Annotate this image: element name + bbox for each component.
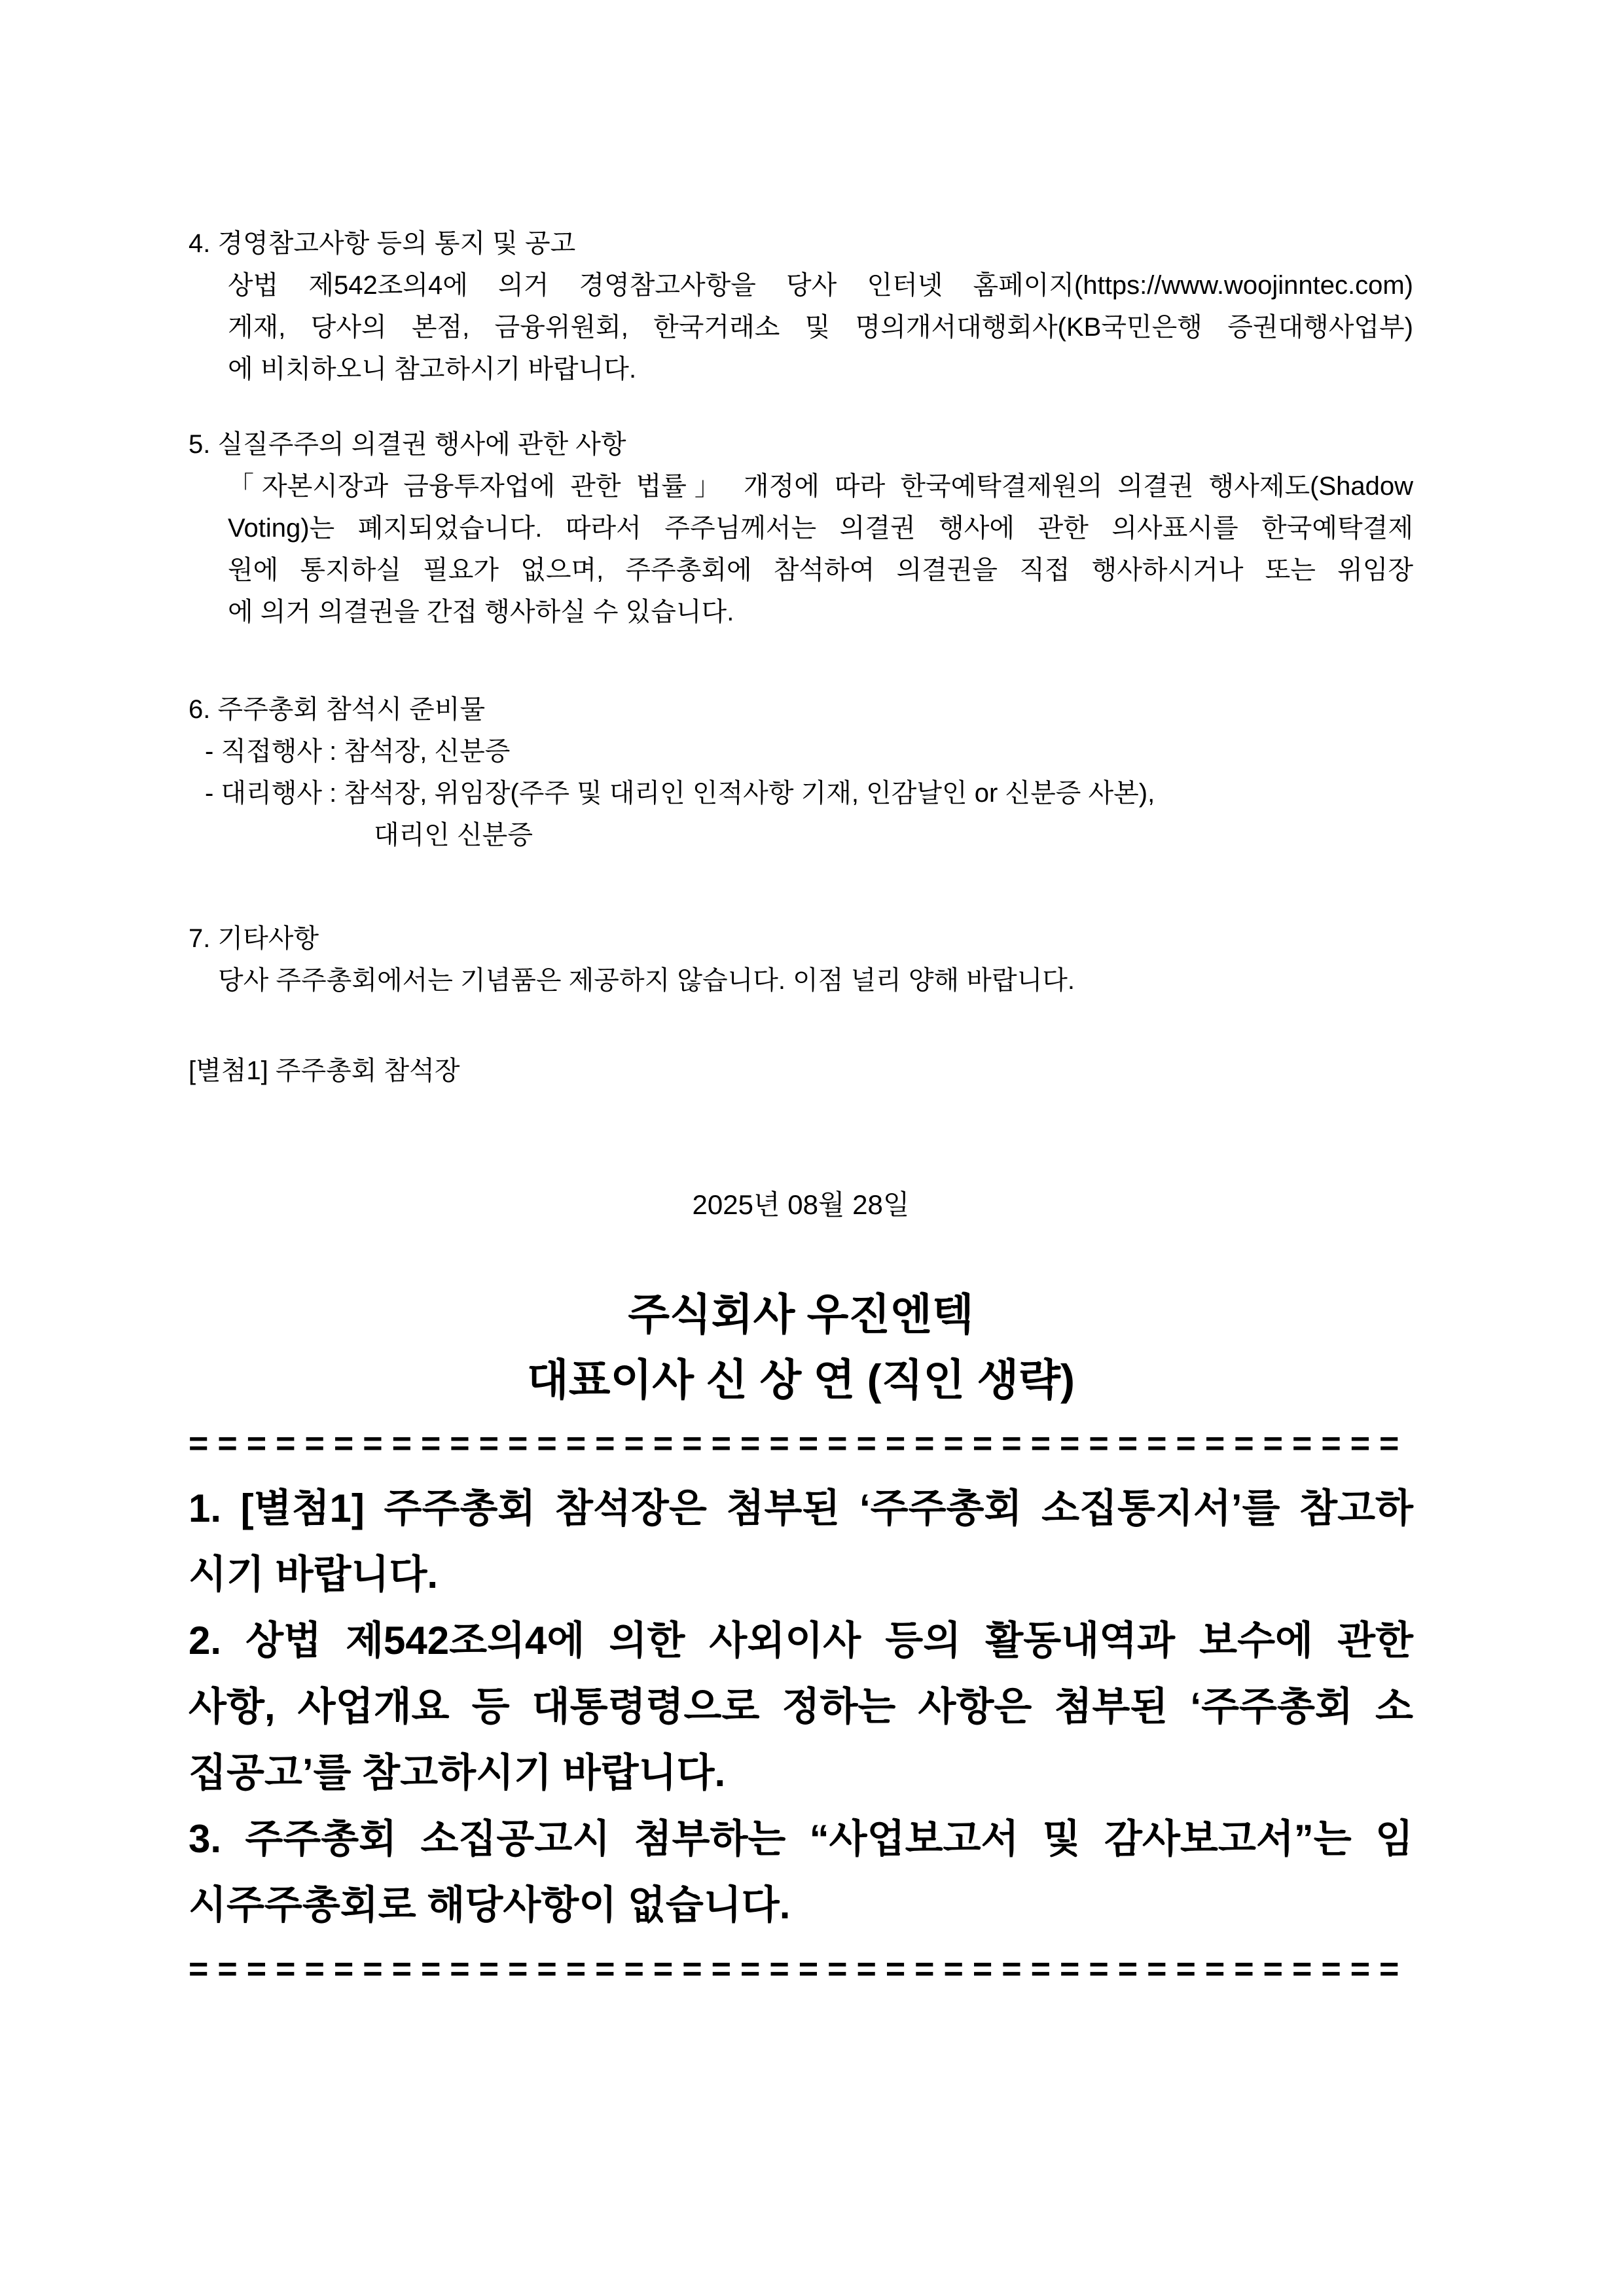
section-7-line-1: 당사 주주총회에서는 기념품은 제공하지 않습니다. 이점 널리 양해 바랍니다. [218, 966, 1075, 995]
section-6-bullet-1: - 직접행사 : 참석장, 신분증 [205, 737, 511, 766]
section-4-line-2: 게재, 당사의 본점, 금융위원회, 한국거래소 및 명의개서대행회사(KB국민은행 증권대행사업부) [228, 313, 1413, 342]
footnote-2-line-1: 2. 상법 제542조의4에 의한 사외이사 등의 활동내역과 보수에 관한 [189, 1619, 1413, 1662]
section-7 [189, 918, 1413, 1001]
separator-top: ========================================== [189, 1425, 1409, 1463]
section-6-title: 6. 주주총회 참석시 준비물 [189, 695, 486, 724]
footnote-3-line-1: 3. 주주총회 소집공고시 첨부하는 “사업보고서 및 감사보고서”는 임 [189, 1817, 1413, 1861]
section-5-title: 5. 실질주주의 의결권 행사에 관한 사항 [189, 430, 626, 459]
section-5-line-2: Voting)는 폐지되었습니다. 따라서 주주님께서는 의결권 행사에 관한 의사표시를 한국예탁결제 [228, 514, 1413, 543]
company-name: 주식회사 우진엔텍 [628, 1290, 974, 1338]
footnote-2-line-3: 집공고’를 참고하시기 바랍니다. [189, 1751, 726, 1795]
separator-bottom: ========================================== [189, 1950, 1409, 1988]
footnote-1-line-2: 시기 바랍니다. [189, 1552, 439, 1596]
section-7-title: 7. 기타사항 [189, 924, 319, 953]
section-5-line-4: 에 의거 의결권을 간접 행사하실 수 있습니다. [228, 598, 734, 626]
section-5-line-1: 「자본시장과 금융투자업에 관한 법률」 개정에 따라 한국예탁결제원의 의결권 행사제도(Shadow [228, 472, 1413, 501]
section-4-line-1: 상법 제542조의4에 의거 경영참고사항을 당사 인터넷 홈페이지(https://www.woojinntec.com) [228, 271, 1413, 300]
footnote-2-line-2: 사항, 사업개요 등 대통령령으로 정하는 사항은 첨부된 ‘주주총회 소 [189, 1685, 1413, 1729]
section-5 [189, 423, 1413, 633]
attachment-note: [별첨1] 주주총회 참석장 [189, 1056, 460, 1085]
section-5-line-3: 원에 통지하실 필요가 없으며, 주주총회에 참석하여 의결권을 직접 행사하시거나 또는 위임장 [228, 556, 1413, 584]
footnote-2-and-3 [189, 1607, 1413, 1938]
section-6 [189, 689, 1413, 856]
section-4-line-3: 에 비치하오니 참고하시기 바랍니다. [228, 355, 637, 384]
ceo-signature: 대표이사 신 상 연 (직인 생략) [527, 1355, 1075, 1404]
footnote-1-line-1: 1. [별첨1] 주주총회 참석장은 첨부된 ‘주주총회 소집통지서’를 참고하 [189, 1486, 1413, 1530]
section-6-bullet-2: - 대리행사 : 참석장, 위임장(주주 및 대리인 인적사항 기재, 인감날인 or 신분증 사본), [205, 779, 1155, 808]
section-6-bullet-2-continuation: 대리인 신분증 [374, 821, 533, 850]
section-4 [189, 223, 1413, 390]
footnote-3-line-2: 시주주총회로 해당사항이 없습니다. [189, 1883, 791, 1927]
footnote-1 [189, 1475, 1413, 1607]
section-4-title: 4. 경영참고사항 등의 통지 및 공고 [189, 229, 576, 258]
document-date: 2025년 08월 28일 [692, 1189, 910, 1220]
